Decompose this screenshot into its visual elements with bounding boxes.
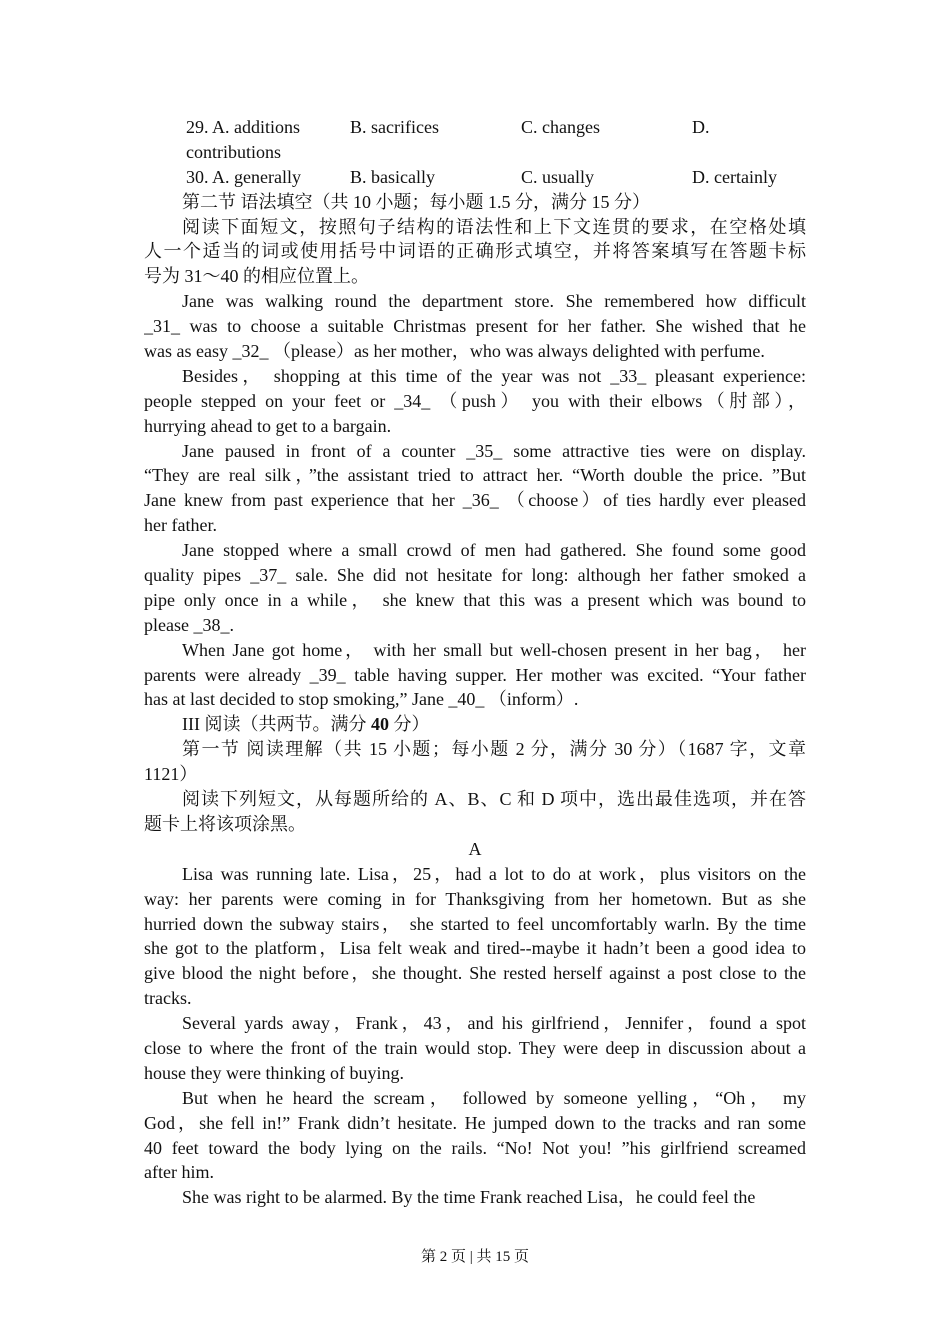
page-content [144,115,806,1210]
text-line: Jane stopped where a small crowd of men had gathered. She found some good [182,540,806,561]
text-line: 人一个适当的词或使用括号中词语的正确形式填空，并将答案填写在答题卡标 [144,241,806,262]
text-line: Several yards away，Frank，43，and his girlfriend，Jennifer，found a spot [182,1013,806,1034]
text-line: hurried down the subway stairs， she started to feel uncomfortably warln. By the time [144,913,806,934]
text-line: hurrying ahead to get to a bargain. [144,415,392,436]
paragraph [144,638,806,713]
paragraph [144,538,806,638]
text-line: her father. [144,515,217,536]
part-3-title-text: III 阅读（共两节。满分 [182,714,371,735]
text-line: please _38_. [144,614,234,635]
text-line: 1121） [144,764,198,785]
text-line: parents were already _39_ table having supper. Her mother was excited. “Your father [144,664,806,685]
section-1-title [144,737,806,787]
paragraph [144,862,806,1011]
text-line: has at last decided to stop smoking,” Jane _40_ （inform）. [144,689,579,710]
text-line: way: her parents were coming in for Thanksgiving from her hometown. But as she [144,888,806,909]
text-line: Jane paused in front of a counter _35_ some attractive ties were on display. [182,440,806,461]
text-line: But when he heard the scream， followed by someone yelling，“Oh， my [182,1087,806,1108]
part-3-title-end: 分） [388,714,430,735]
text-line: tracks. [144,988,192,1009]
text-line: pipe only once in a while， she knew that this was a present which was bound to [144,589,806,610]
text-line: When Jane got home， with her small but well-chosen present in her bag， her [182,639,806,660]
text-line: Besides， shopping at this time of the year was not _33_ pleasant experience: [182,365,806,386]
text-line: “They are real silk，”the assistant tried to attract her. “Worth double the price. ”But [144,465,806,486]
text-line: 第一节 阅读理解（共 15 小题；每小题 2 分，满分 30 分）（1687 字，文章 [182,739,806,760]
text-line: she got to the platform，Lisa felt weak and tired--maybe it hadn’t been a good idea to [144,938,806,959]
option-b: B. sacrifices [350,117,439,137]
text-line: after him. [144,1162,214,1183]
section-1-instructions [144,787,806,837]
text-line: Jane was walking round the department store. She remembered how difficult [182,291,806,312]
grammar-passage [144,289,806,712]
text-line: people stepped on your feet or _34_ （push） you with their elbows（肘部）， [144,390,806,411]
passage-a-label: A [468,838,482,859]
option-b: B. basically [350,166,435,187]
option-c: C. usually [521,166,595,187]
paragraph [144,1011,806,1086]
text-line: She was right to be alarmed. By the time Frank reached Lisa，he could feel the [182,1187,756,1208]
text-line: house they were thinking of buying. [144,1062,404,1083]
question-30-options [144,165,806,190]
question-29-options [144,115,806,140]
option-d-continued: contributions [186,141,281,162]
text-line: _31_ was to choose a suitable Christmas present for her father. She wished that he [144,316,806,337]
section-2-instructions [144,215,806,290]
part-3-title [144,712,806,737]
text-line: 阅读下面短文，按照句子结构的语法性和上下文连贯的要求，在空格处填 [182,216,806,237]
text-line: 阅读下列短文，从每题所给的 A、B、C 和 D 项中，选出最佳选项，并在答 [182,789,806,810]
passage-a [144,862,806,1210]
option-d: D. certainly [692,166,777,187]
paragraph [144,289,806,364]
part-3-score: 40 [370,714,389,735]
text-line: Jane knew from past experience that her _36_ （choose）of ties hardly ever pleased [144,490,806,511]
page-footer: 第 2 页 | 共 15 页 [420,1249,529,1265]
text-line: 题卡上将该项涂黑。 [144,813,306,834]
text-line: 号为 31～40 的相应位置上。 [144,266,369,287]
text-line: close to where the front of the train would stop. They were deep in discussion about a [144,1037,806,1058]
text-line: God，she fell in!” Frank didn’t hesitate. He jumped down to the tracks and ran some [144,1112,806,1133]
text-line: was as easy _32_ （please）as her mother，who was always delighted with perfume. [144,341,765,362]
text-line: quality pipes _37_ sale. She did not hesitate for long: although her father smoked a [144,565,806,586]
paragraph [144,439,806,539]
paragraph [144,1086,806,1186]
paragraph [144,1185,806,1210]
paragraph [144,364,806,439]
section-2-title: 第二节 语法填空（共 10 小题；每小题 1.5 分，满分 15 分） [182,191,650,212]
text-line: give blood the night before，she thought. She rested herself against a post close to the [144,963,806,984]
option-a: 29. A. additions [186,117,301,137]
text-line: 40 feet toward the body lying on the rails. “No! Not you! ”his girlfriend screamed [144,1137,806,1158]
option-d: D. [692,117,710,137]
option-a: 30. A. generally [186,166,301,187]
option-c: C. changes [521,117,600,137]
text-line: Lisa was running late. Lisa，25，had a lot to do at work，plus visitors on the [182,863,806,884]
